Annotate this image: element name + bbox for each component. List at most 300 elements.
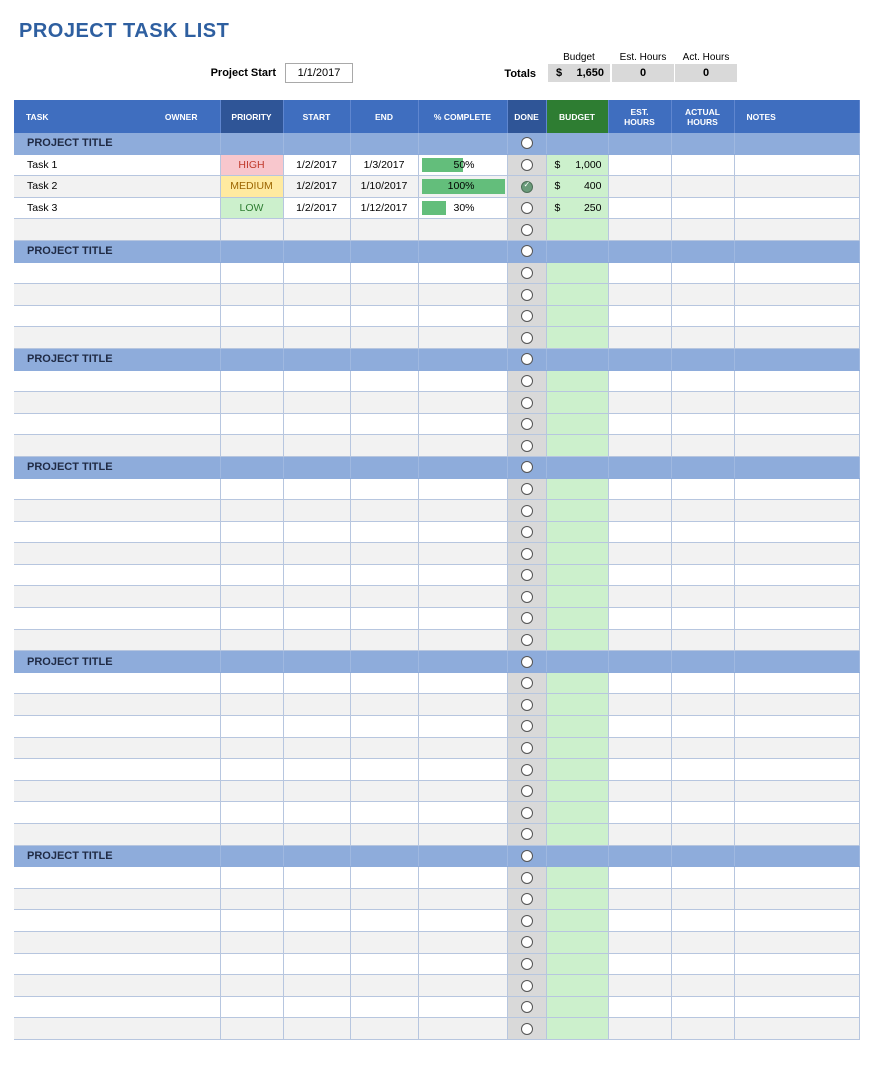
notes-cell[interactable]	[734, 154, 859, 176]
est-hours-cell[interactable]	[608, 586, 671, 608]
done-checkbox-icon[interactable]	[521, 353, 533, 365]
task-cell[interactable]	[14, 1018, 220, 1040]
est-hours-cell[interactable]	[608, 521, 671, 543]
notes-cell[interactable]	[734, 975, 859, 997]
pct-complete-cell[interactable]	[418, 953, 507, 975]
budget-cell[interactable]	[546, 154, 608, 176]
start-date-cell[interactable]	[283, 759, 350, 781]
est-hours-cell[interactable]	[608, 716, 671, 738]
start-date-cell[interactable]	[283, 564, 350, 586]
task-cell[interactable]	[14, 888, 220, 910]
priority-cell[interactable]	[220, 500, 283, 522]
actual-hours-cell[interactable]	[671, 629, 734, 651]
actual-hours-cell[interactable]	[671, 543, 734, 565]
priority-cell[interactable]	[220, 910, 283, 932]
project-row-cell[interactable]	[418, 845, 507, 867]
start-date-cell[interactable]	[283, 370, 350, 392]
budget-cell[interactable]	[546, 780, 608, 802]
end-date-cell[interactable]	[350, 370, 418, 392]
done-checkbox-icon[interactable]	[521, 893, 533, 905]
done-checkbox-icon[interactable]	[521, 505, 533, 517]
pct-complete-cell[interactable]	[418, 197, 507, 219]
project-row-cell[interactable]	[507, 133, 546, 154]
priority-cell[interactable]	[220, 219, 283, 241]
budget-cell[interactable]	[546, 305, 608, 327]
notes-cell[interactable]	[734, 478, 859, 500]
done-cell[interactable]	[507, 1018, 546, 1040]
col-header-actual-hours[interactable]	[671, 100, 734, 133]
priority-cell[interactable]	[220, 975, 283, 997]
priority-cell[interactable]	[220, 586, 283, 608]
col-header-est-hours[interactable]	[608, 100, 671, 133]
budget-cell[interactable]	[546, 802, 608, 824]
priority-cell[interactable]	[220, 716, 283, 738]
pct-complete-cell[interactable]	[418, 780, 507, 802]
start-date-cell[interactable]	[283, 608, 350, 630]
project-row-cell[interactable]	[734, 845, 859, 867]
start-date-cell[interactable]	[283, 737, 350, 759]
start-date-cell[interactable]	[283, 996, 350, 1018]
budget-cell[interactable]	[546, 996, 608, 1018]
done-checkbox-icon[interactable]	[521, 980, 533, 992]
project-row-cell[interactable]	[608, 133, 671, 154]
end-date-cell[interactable]: 1/10/2017	[350, 176, 418, 198]
end-date-cell[interactable]	[350, 305, 418, 327]
col-header-end[interactable]: END	[350, 100, 418, 133]
project-row-cell[interactable]	[507, 348, 546, 370]
done-checkbox-icon[interactable]	[521, 612, 533, 624]
project-row-cell[interactable]	[671, 348, 734, 370]
task-cell[interactable]	[14, 975, 220, 997]
project-row-cell[interactable]	[350, 845, 418, 867]
start-date-cell[interactable]	[283, 953, 350, 975]
end-date-cell[interactable]	[350, 694, 418, 716]
task-cell[interactable]: Task 1	[14, 154, 220, 176]
task-cell[interactable]	[14, 802, 220, 824]
done-cell[interactable]	[507, 759, 546, 781]
pct-complete-cell[interactable]	[418, 478, 507, 500]
notes-cell[interactable]	[734, 996, 859, 1018]
end-date-cell[interactable]	[350, 564, 418, 586]
start-date-cell[interactable]	[283, 780, 350, 802]
budget-cell[interactable]	[546, 910, 608, 932]
actual-hours-cell[interactable]	[671, 176, 734, 198]
project-row-cell[interactable]	[608, 348, 671, 370]
done-cell[interactable]	[507, 392, 546, 414]
notes-cell[interactable]	[734, 392, 859, 414]
pct-complete-cell[interactable]	[418, 888, 507, 910]
actual-hours-cell[interactable]	[671, 154, 734, 176]
start-date-cell[interactable]	[283, 478, 350, 500]
done-cell[interactable]	[507, 564, 546, 586]
est-hours-cell[interactable]	[608, 413, 671, 435]
notes-cell[interactable]	[734, 543, 859, 565]
project-row-cell[interactable]	[608, 845, 671, 867]
end-date-cell[interactable]	[350, 672, 418, 694]
notes-cell[interactable]	[734, 694, 859, 716]
actual-hours-cell[interactable]	[671, 910, 734, 932]
budget-cell[interactable]	[546, 672, 608, 694]
est-hours-cell[interactable]	[608, 262, 671, 284]
pct-complete-cell[interactable]	[418, 392, 507, 414]
end-date-cell[interactable]: 1/12/2017	[350, 197, 418, 219]
est-hours-cell[interactable]	[608, 370, 671, 392]
task-cell[interactable]	[14, 284, 220, 306]
project-row-cell[interactable]	[671, 845, 734, 867]
done-checkbox-icon[interactable]	[521, 699, 533, 711]
project-row-cell[interactable]	[220, 240, 283, 262]
start-date-cell[interactable]: 1/2/2017	[283, 154, 350, 176]
done-cell[interactable]	[507, 327, 546, 349]
pct-complete-cell[interactable]	[418, 543, 507, 565]
done-cell[interactable]	[507, 975, 546, 997]
pct-complete-cell[interactable]	[418, 996, 507, 1018]
notes-cell[interactable]	[734, 176, 859, 198]
done-checkbox-icon[interactable]	[521, 267, 533, 279]
done-cell[interactable]	[507, 521, 546, 543]
budget-cell[interactable]	[546, 327, 608, 349]
done-cell[interactable]	[507, 586, 546, 608]
project-row-cell[interactable]	[283, 348, 350, 370]
budget-cell[interactable]	[546, 629, 608, 651]
est-hours-cell[interactable]	[608, 953, 671, 975]
end-date-cell[interactable]: 1/3/2017	[350, 154, 418, 176]
pct-complete-cell[interactable]	[418, 910, 507, 932]
pct-complete-cell[interactable]	[418, 154, 507, 176]
end-date-cell[interactable]	[350, 262, 418, 284]
notes-cell[interactable]	[734, 759, 859, 781]
est-hours-cell[interactable]	[608, 824, 671, 846]
est-hours-cell[interactable]	[608, 1018, 671, 1040]
pct-complete-cell[interactable]	[418, 564, 507, 586]
budget-cell[interactable]	[546, 564, 608, 586]
task-cell[interactable]	[14, 867, 220, 889]
end-date-cell[interactable]	[350, 824, 418, 846]
priority-cell[interactable]	[220, 392, 283, 414]
project-row-cell[interactable]	[546, 240, 608, 262]
project-row-cell[interactable]	[283, 845, 350, 867]
notes-cell[interactable]	[734, 737, 859, 759]
done-checkbox-icon[interactable]	[521, 224, 533, 236]
est-hours-cell[interactable]	[608, 737, 671, 759]
project-row-cell[interactable]	[418, 240, 507, 262]
done-cell[interactable]	[507, 888, 546, 910]
actual-hours-cell[interactable]	[671, 780, 734, 802]
project-title-cell[interactable]: PROJECT TITLE	[14, 456, 220, 478]
done-cell[interactable]	[507, 435, 546, 457]
done-checkbox-icon[interactable]	[521, 483, 533, 495]
start-date-cell[interactable]	[283, 716, 350, 738]
project-row-cell[interactable]	[546, 845, 608, 867]
est-hours-cell[interactable]	[608, 176, 671, 198]
notes-cell[interactable]	[734, 867, 859, 889]
done-checkbox-icon[interactable]	[521, 785, 533, 797]
budget-cell[interactable]	[546, 500, 608, 522]
pct-complete-cell[interactable]	[418, 176, 507, 198]
budget-cell[interactable]	[546, 931, 608, 953]
project-row-cell[interactable]	[546, 651, 608, 673]
project-row-cell[interactable]	[507, 456, 546, 478]
notes-cell[interactable]	[734, 500, 859, 522]
project-row-cell[interactable]	[507, 845, 546, 867]
project-row-cell[interactable]	[671, 240, 734, 262]
est-hours-cell[interactable]	[608, 996, 671, 1018]
task-cell[interactable]	[14, 759, 220, 781]
actual-hours-cell[interactable]	[671, 262, 734, 284]
est-hours-cell[interactable]	[608, 564, 671, 586]
col-header-done[interactable]: DONE	[507, 100, 546, 133]
project-row-cell[interactable]	[546, 133, 608, 154]
actual-hours-cell[interactable]	[671, 1018, 734, 1040]
end-date-cell[interactable]	[350, 867, 418, 889]
pct-complete-cell[interactable]	[418, 672, 507, 694]
budget-cell[interactable]	[546, 478, 608, 500]
done-checkbox-icon[interactable]	[521, 677, 533, 689]
budget-cell[interactable]	[546, 824, 608, 846]
done-checkbox-icon[interactable]	[521, 1023, 533, 1035]
notes-cell[interactable]	[734, 521, 859, 543]
priority-cell[interactable]	[220, 284, 283, 306]
actual-hours-cell[interactable]	[671, 694, 734, 716]
done-cell[interactable]	[507, 284, 546, 306]
pct-complete-cell[interactable]	[418, 500, 507, 522]
done-cell[interactable]	[507, 996, 546, 1018]
est-hours-cell[interactable]	[608, 284, 671, 306]
done-cell[interactable]	[507, 305, 546, 327]
pct-complete-cell[interactable]	[418, 262, 507, 284]
start-date-cell[interactable]	[283, 629, 350, 651]
done-checkbox-icon[interactable]	[521, 591, 533, 603]
task-cell[interactable]	[14, 478, 220, 500]
budget-cell[interactable]	[546, 586, 608, 608]
priority-cell[interactable]	[220, 802, 283, 824]
actual-hours-cell[interactable]	[671, 824, 734, 846]
task-cell[interactable]	[14, 564, 220, 586]
project-row-cell[interactable]	[283, 133, 350, 154]
project-row-cell[interactable]	[220, 348, 283, 370]
task-cell[interactable]	[14, 953, 220, 975]
end-date-cell[interactable]	[350, 586, 418, 608]
priority-cell[interactable]	[220, 888, 283, 910]
project-row-cell[interactable]	[671, 133, 734, 154]
task-cell[interactable]	[14, 305, 220, 327]
done-checkbox-icon[interactable]	[521, 634, 533, 646]
done-checkbox-icon[interactable]	[521, 461, 533, 473]
notes-cell[interactable]	[734, 262, 859, 284]
budget-cell[interactable]	[546, 413, 608, 435]
budget-cell[interactable]	[546, 392, 608, 414]
project-row-cell[interactable]	[350, 348, 418, 370]
done-checkbox-icon[interactable]	[521, 742, 533, 754]
done-cell[interactable]	[507, 716, 546, 738]
project-row-cell[interactable]	[734, 133, 859, 154]
project-row-cell[interactable]	[283, 240, 350, 262]
project-row-cell[interactable]	[350, 133, 418, 154]
done-checkbox-icon[interactable]	[521, 548, 533, 560]
notes-cell[interactable]	[734, 305, 859, 327]
done-cell[interactable]	[507, 802, 546, 824]
actual-hours-cell[interactable]	[671, 521, 734, 543]
project-row-cell[interactable]	[546, 456, 608, 478]
notes-cell[interactable]	[734, 888, 859, 910]
priority-cell[interactable]	[220, 953, 283, 975]
actual-hours-cell[interactable]	[671, 608, 734, 630]
actual-hours-cell[interactable]	[671, 802, 734, 824]
notes-cell[interactable]	[734, 931, 859, 953]
est-hours-cell[interactable]	[608, 694, 671, 716]
project-row-cell[interactable]	[283, 651, 350, 673]
actual-hours-cell[interactable]	[671, 413, 734, 435]
end-date-cell[interactable]	[350, 953, 418, 975]
end-date-cell[interactable]	[350, 759, 418, 781]
end-date-cell[interactable]	[350, 284, 418, 306]
task-cell[interactable]: Task 3	[14, 197, 220, 219]
pct-complete-cell[interactable]	[418, 370, 507, 392]
est-hours-cell[interactable]	[608, 327, 671, 349]
pct-complete-cell[interactable]	[418, 435, 507, 457]
notes-cell[interactable]	[734, 413, 859, 435]
project-row-cell[interactable]	[734, 240, 859, 262]
budget-cell[interactable]	[546, 737, 608, 759]
pct-complete-cell[interactable]	[418, 759, 507, 781]
notes-cell[interactable]	[734, 953, 859, 975]
priority-cell[interactable]	[220, 370, 283, 392]
done-checkbox-icon[interactable]	[521, 936, 533, 948]
budget-cell[interactable]	[546, 176, 608, 198]
est-hours-cell[interactable]	[608, 888, 671, 910]
priority-cell[interactable]: HIGH	[220, 154, 283, 176]
actual-hours-cell[interactable]	[671, 975, 734, 997]
done-cell[interactable]	[507, 694, 546, 716]
end-date-cell[interactable]	[350, 478, 418, 500]
notes-cell[interactable]	[734, 564, 859, 586]
notes-cell[interactable]	[734, 370, 859, 392]
est-hours-cell[interactable]	[608, 802, 671, 824]
end-date-cell[interactable]	[350, 780, 418, 802]
end-date-cell[interactable]	[350, 737, 418, 759]
done-checkbox-icon[interactable]	[521, 526, 533, 538]
done-checkbox-icon[interactable]	[521, 202, 533, 214]
project-start-input[interactable]: 1/1/2017	[285, 63, 353, 83]
project-row-cell[interactable]	[608, 456, 671, 478]
project-row-cell[interactable]	[350, 240, 418, 262]
done-checkbox-icon[interactable]	[521, 289, 533, 301]
project-row-cell[interactable]	[546, 348, 608, 370]
est-hours-cell[interactable]	[608, 759, 671, 781]
priority-cell[interactable]	[220, 564, 283, 586]
start-date-cell[interactable]	[283, 910, 350, 932]
est-hours-cell[interactable]	[608, 672, 671, 694]
done-cell[interactable]	[507, 478, 546, 500]
budget-cell[interactable]	[546, 716, 608, 738]
project-row-cell[interactable]	[608, 651, 671, 673]
est-hours-cell[interactable]	[608, 931, 671, 953]
notes-cell[interactable]	[734, 327, 859, 349]
end-date-cell[interactable]	[350, 608, 418, 630]
actual-hours-cell[interactable]	[671, 867, 734, 889]
task-cell[interactable]	[14, 672, 220, 694]
priority-cell[interactable]	[220, 780, 283, 802]
pct-complete-cell[interactable]	[418, 219, 507, 241]
budget-cell[interactable]	[546, 608, 608, 630]
pct-complete-cell[interactable]	[418, 608, 507, 630]
budget-cell[interactable]	[546, 435, 608, 457]
task-cell[interactable]	[14, 262, 220, 284]
actual-hours-cell[interactable]	[671, 435, 734, 457]
done-checkbox-icon[interactable]	[521, 310, 533, 322]
done-cell[interactable]	[507, 824, 546, 846]
project-row-cell[interactable]	[418, 133, 507, 154]
start-date-cell[interactable]	[283, 802, 350, 824]
start-date-cell[interactable]: 1/2/2017	[283, 176, 350, 198]
start-date-cell[interactable]	[283, 327, 350, 349]
project-row-cell[interactable]	[418, 348, 507, 370]
task-cell[interactable]	[14, 586, 220, 608]
actual-hours-cell[interactable]	[671, 888, 734, 910]
pct-complete-cell[interactable]	[418, 284, 507, 306]
done-cell[interactable]	[507, 176, 546, 198]
est-hours-cell[interactable]	[608, 608, 671, 630]
project-row-cell[interactable]	[418, 456, 507, 478]
project-title-cell[interactable]: PROJECT TITLE	[14, 845, 220, 867]
done-checkbox-icon[interactable]	[521, 440, 533, 452]
project-row-cell[interactable]	[608, 240, 671, 262]
start-date-cell[interactable]	[283, 1018, 350, 1040]
end-date-cell[interactable]	[350, 996, 418, 1018]
start-date-cell[interactable]	[283, 262, 350, 284]
end-date-cell[interactable]	[350, 975, 418, 997]
priority-cell[interactable]	[220, 737, 283, 759]
project-title-cell[interactable]: PROJECT TITLE	[14, 348, 220, 370]
task-cell[interactable]	[14, 392, 220, 414]
priority-cell[interactable]	[220, 931, 283, 953]
notes-cell[interactable]	[734, 1018, 859, 1040]
project-title-cell[interactable]: PROJECT TITLE	[14, 133, 220, 154]
done-cell[interactable]	[507, 219, 546, 241]
end-date-cell[interactable]	[350, 629, 418, 651]
project-row-cell[interactable]	[220, 456, 283, 478]
end-date-cell[interactable]	[350, 500, 418, 522]
budget-cell[interactable]	[546, 975, 608, 997]
start-date-cell[interactable]	[283, 413, 350, 435]
budget-cell[interactable]	[546, 953, 608, 975]
task-cell[interactable]	[14, 219, 220, 241]
est-hours-cell[interactable]	[608, 435, 671, 457]
project-row-cell[interactable]	[734, 651, 859, 673]
project-row-cell[interactable]	[734, 348, 859, 370]
notes-cell[interactable]	[734, 629, 859, 651]
actual-hours-cell[interactable]	[671, 931, 734, 953]
priority-cell[interactable]	[220, 672, 283, 694]
project-row-cell[interactable]	[418, 651, 507, 673]
project-title-cell[interactable]: PROJECT TITLE	[14, 240, 220, 262]
task-cell[interactable]	[14, 716, 220, 738]
end-date-cell[interactable]	[350, 910, 418, 932]
budget-cell[interactable]	[546, 759, 608, 781]
priority-cell[interactable]	[220, 996, 283, 1018]
project-title-cell[interactable]: PROJECT TITLE	[14, 651, 220, 673]
end-date-cell[interactable]	[350, 435, 418, 457]
priority-cell[interactable]	[220, 629, 283, 651]
est-hours-cell[interactable]	[608, 867, 671, 889]
done-cell[interactable]	[507, 154, 546, 176]
done-checkbox-icon[interactable]	[521, 828, 533, 840]
done-cell[interactable]	[507, 780, 546, 802]
actual-hours-cell[interactable]	[671, 737, 734, 759]
start-date-cell[interactable]: 1/2/2017	[283, 197, 350, 219]
budget-cell[interactable]	[546, 370, 608, 392]
done-checkbox-icon[interactable]	[521, 764, 533, 776]
